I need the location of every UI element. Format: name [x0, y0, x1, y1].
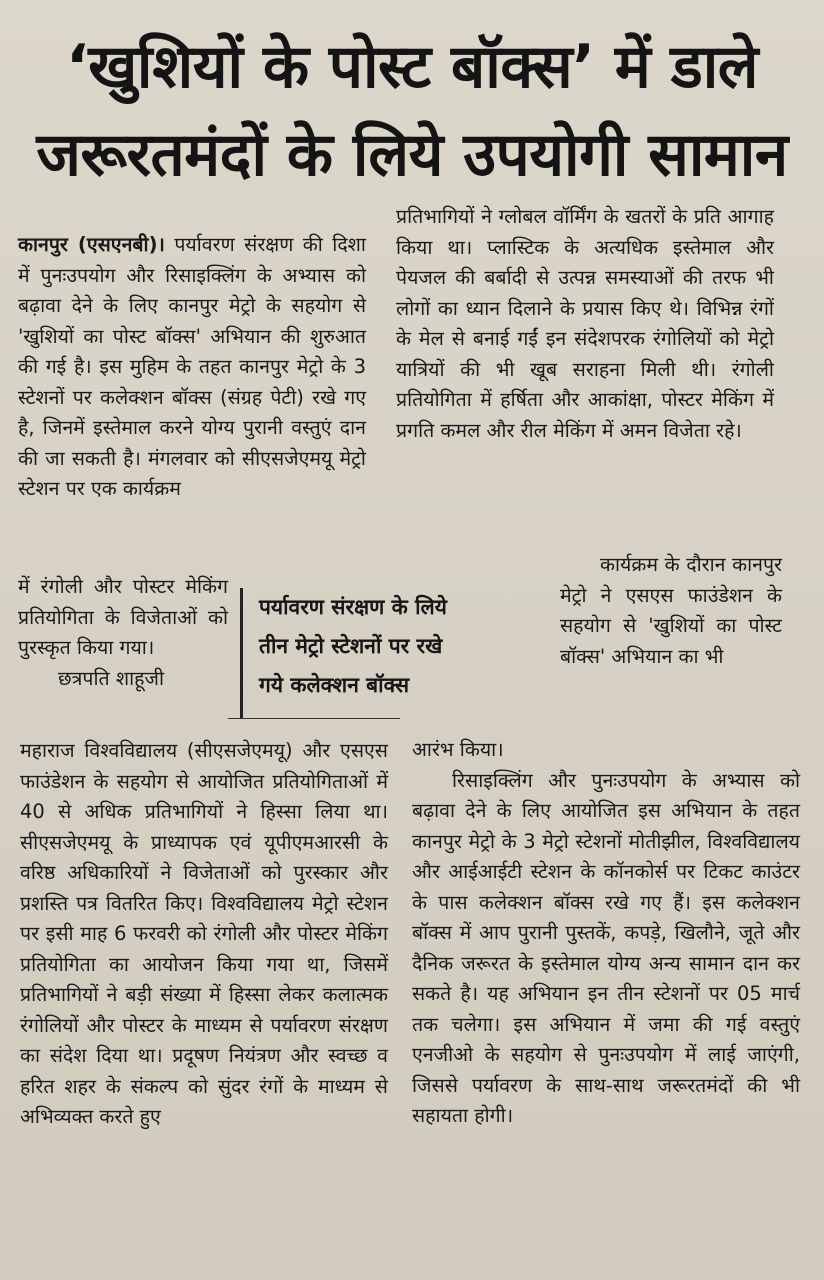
- column-e-text: महाराज विश्वविद्यालय (सीएसजेएमयू) और एसएस फाउंडेशन के सहयोग से आयोजित प्रतियोगिताओं में 40 से अधिक प्रतिभागियों ने हिस्सा लिया था। सीएसजेएमयू के प्राध्यापक एवं यूपीएमआरसी के वरिष्ठ अधिकारियों ने विजेताओं को पुरस्कार और प्रशस्ति पत्र वितरित किए। विश्वविद्यालय मेट्रो स्टेशन पर इसी माह 6 फरवरी को रंगोली और पोस्टर मेकिंग प्रतियोगिता का आयोजन किया गया था, जिसमें प्रतिभागियों ने बड़ी संख्या में हिस्सा लेकर कलात्मक रंगोलियों और पोस्टर के माध्यम से पर्यावरण संरक्षण का संदेश दिया था। प्रदूषण नियंत्रण और स्वच्छ व हरित शहर के संकल्प को सुंदर रंगों के माध्यम से अभिव्यक्त करते हुए: [20, 739, 388, 1128]
- headline-line-1: ‘खुशियों के पोस्ट बॉक्स’ में डाले: [66, 32, 758, 102]
- column-f-text: रिसाइक्लिंग और पुनःउपयोग के अभ्यास को बढ़ावा देने के लिए आयोजित इस अभियान के तहत कानपुर मेट्रो के 3 मेट्रो स्टेशनों मोतीझील, विश्वविद्यालय और आईआईटी स्टेशन के कॉनकोर्स पर टिकट काउंटर के पास कलेक्शन बॉक्स रखे गए हैं। इस कलेक्शन बॉक्स में आप पुरानी पुस्तकें, कपड़े, खिलौने, जूते और दैनिक जरूरत के इस्तेमाल योग्य अन्य सामान दान कर सकते है। यह अभियान इन तीन स्टेशनों पर 05 मार्च तक चलेगा। इस अभियान में जमा की गई वस्तुएं एनजीओ के सहयोग से पुनःउपयोग में लाई जाएंगी, जिससे पर्यावरण के साथ-साथ जरूरतमंदों की भी सहायता होगी।: [412, 768, 800, 1127]
- pull-quote: [240, 588, 555, 718]
- column-f-start: आरंभ किया।: [412, 738, 504, 761]
- article-column-e: [20, 736, 388, 1133]
- column-b-text: प्रतिभागियों ने ग्लोबल वॉर्मिंग के खतरों के प्रति आगाह किया था। प्लास्टिक के अत्यधिक इस्तेमाल और पेयजल की बर्बादी से उत्पन्न समस्याओं की तरफ भी लोगों का ध्यान दिलाने के प्रयास किए थे। विभिन्न रंगों के मेल से बनाई गईं इन संदेशपरक रंगोलियों को मेट्रो यात्रियों की भी खूब सराहना मिली थी। रंगोली प्रतियोगिता में हर्षिता और आकांक्षा, पोस्टर मेकिंग में प्रगति कमल और रील मेकिंग में अमन विजेता रहे।: [396, 205, 774, 442]
- pull-quote-line-1: पर्यावरण संरक्षण के लिये: [259, 595, 447, 619]
- headline-line-2: जरूरतमंदों के लिये उपयोगी सामान: [36, 120, 788, 190]
- article-column-b: [396, 202, 774, 446]
- article-column-a: [18, 230, 366, 505]
- dateline: कानपुर (एसएनबी)।: [18, 233, 165, 256]
- pull-quote-line-2: तीन मेट्रो स्टेशनों पर रखे: [259, 634, 443, 658]
- pull-quote-rule: [228, 718, 400, 719]
- column-c-continuation: छत्रपति शाहूजी: [58, 666, 165, 690]
- pull-quote-line-3: गये कलेक्शन बॉक्स: [259, 673, 410, 697]
- column-a-paragraph: [18, 230, 366, 505]
- article-column-f: [412, 735, 800, 1132]
- column-a-text: पर्यावरण संरक्षण की दिशा में पुनःउपयोग और रिसाइक्लिंग के अभ्यास को बढ़ावा देने के लिए कानपुर मेट्रो के सहयोग से 'खुशियों का पोस्ट बॉक्स' अभियान की शुरुआत की गई है। इस मुहिम के तहत कानपुर मेट्रो के 3 स्टेशनों पर कलेक्शन बॉक्स (संग्रह पेटी) रखे गए है, जिनमें इस्तेमाल करने योग्य पुरानी वस्तुएं दान की जा सकती है। मंगलवार को सीएसजेएमयू मेट्रो स्टेशन पर एक कार्यक्रम: [18, 233, 366, 500]
- article-column-c: [18, 572, 228, 694]
- article-column-d: [560, 550, 782, 672]
- column-c-text: में रंगोली और पोस्टर मेकिंग प्रतियोगिता के विजेताओं को पुरस्कृत किया गया।: [18, 575, 228, 659]
- column-d-text: कार्यक्रम के दौरान कानपुर मेट्रो ने एसएस फाउंडेशन के सहयोग से 'खुशियों का पोस्ट बॉक्स' अभियान का भी: [560, 553, 782, 668]
